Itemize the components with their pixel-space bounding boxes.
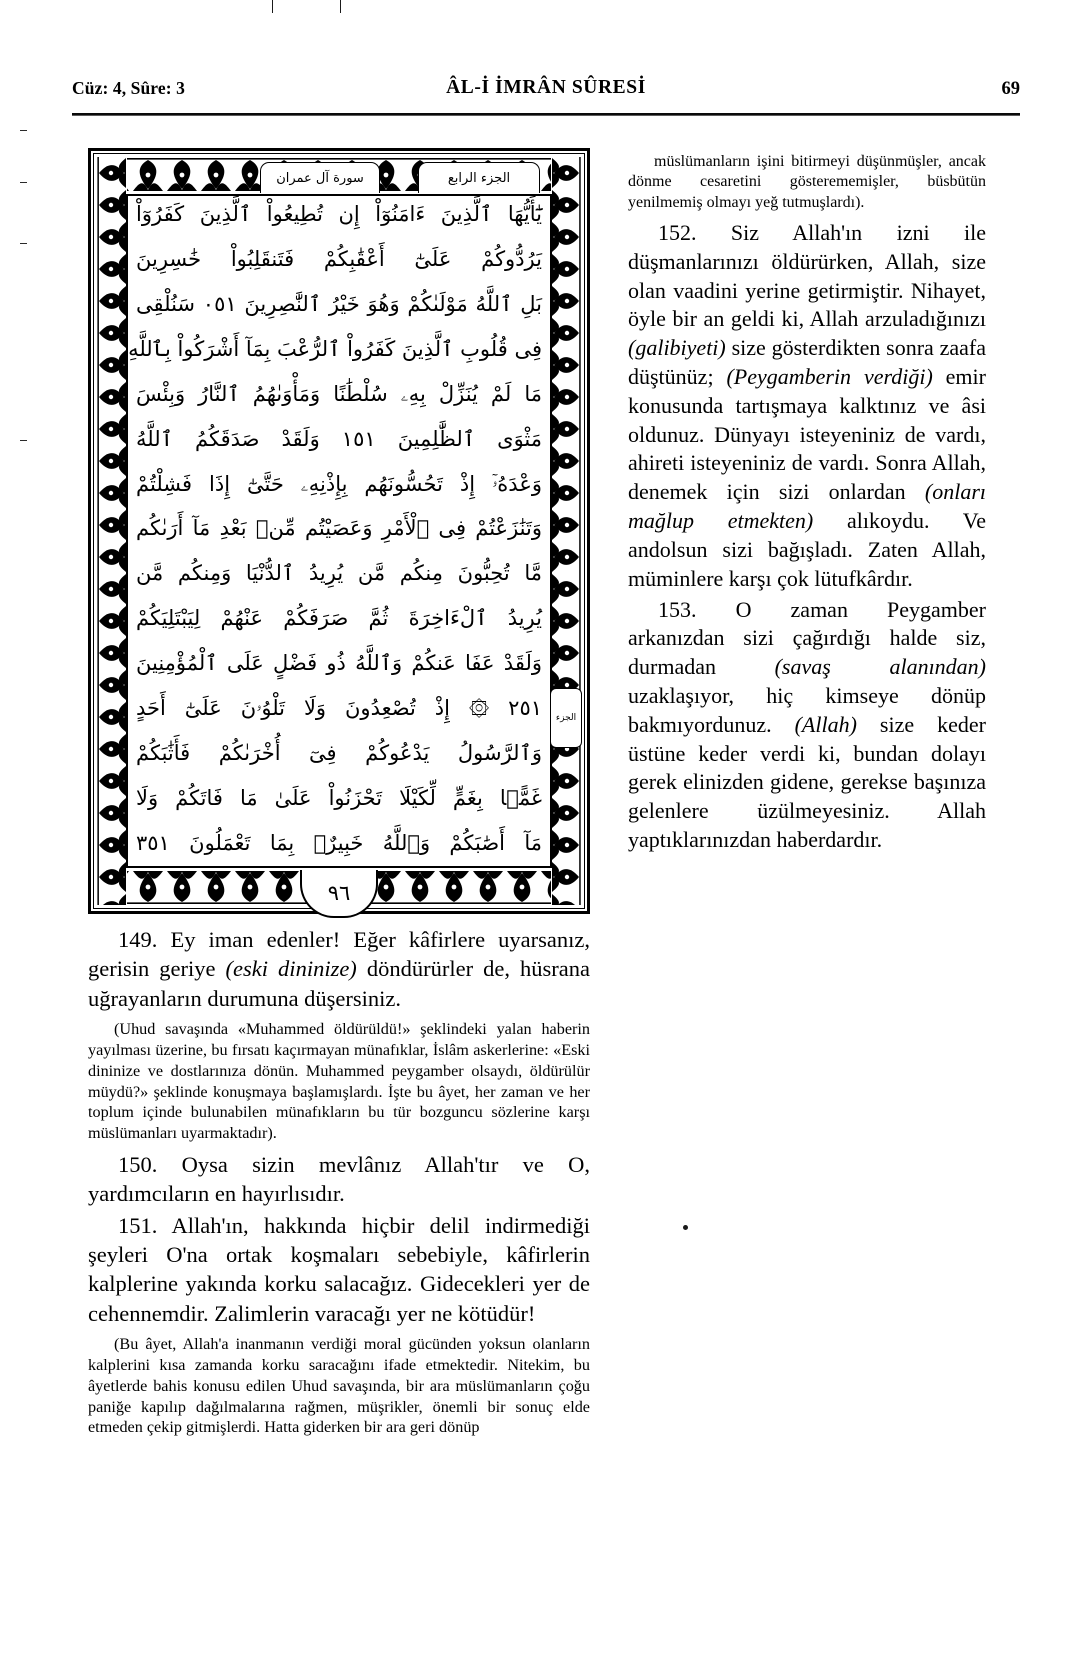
verse-text: size keder üstüne keder verdi ki, bundan dolayı gerek elinizden gidene, gerekse başınıza gelenlere üzülmeyesiniz. Allah yaptıklarınızdan haberdardır. <box>628 711 986 852</box>
running-head <box>72 78 1020 112</box>
verse-paragraph <box>88 925 590 1013</box>
header-rule-shadow <box>72 115 1020 116</box>
margin-dot <box>683 1225 688 1230</box>
page-number: 69 <box>1001 79 1020 99</box>
juz-label: الجزء الرابع <box>418 162 540 193</box>
quran-line: مَثْوَى ٱلظَّٰلِمِينَ ١٥١ وَلَقَدْ صَدَقَكُمُ ٱللَّهُ <box>136 426 542 451</box>
verse-text: Allah'ın, hakkında hiçbir delil indirmediği şeyleri O'na ortak koşmaları sebebiyle, kâfirlerin kalplerine yakında korku salacağız. Gidecekleri yer de cehennemdir. Zalimlerin varacağı yer ne kötüdür! <box>88 1212 590 1326</box>
verse-paragraph <box>88 1150 590 1209</box>
arabic-page-number-medallion: ٦٩ <box>300 870 378 918</box>
quran-line: وَتَنَٰزَعْتُمْ فِى ٱلْأَمْرِ وَعَصَيْتُم مِّنۢ بَعْدِ مَآ أَرَىٰكُم <box>136 516 542 541</box>
right-text-column <box>628 152 986 855</box>
ornamental-border-right <box>551 157 581 905</box>
margin-tick <box>20 243 27 244</box>
crop-mark-right <box>340 0 341 13</box>
verse-text: Ey iman edenler! Eğer kâfirlere uyarsanız, gerisin geriye <box>88 927 590 982</box>
verse-text: emir konusunda tartışmaya kalktınız ve âsi oldunuz. Dünyayı isteyeniniz de vardı, ahireti isteyeniniz de vardı. Sonra Allah, denemek için sizi onlardan <box>628 364 986 505</box>
quran-line: يَٰٓأَيُّهَا ٱلَّذِينَ ءَامَنُوٓاْ إِن تُطِيعُواْ ٱلَّذِينَ كَفَرُوٓاْ <box>136 202 542 226</box>
verse-text: Siz Allah'ın izni ile düşmanlarınızı öldürürken, Allah, size olan vaadini yerine getirmiştir. Nihayet, öyle bir an geldi ki, Allah arzuladığınızı <box>628 219 986 332</box>
quran-line: غَمًّۢا بِغَمٍّ لِّكَيْلَا تَحْزَنُواْ عَلَىٰ مَا فَاتَكُمْ وَلَا <box>136 785 542 810</box>
quran-line: وَٱلرَّسُولُ يَدْعُوكُمْ فِىٓ أُخْرَىٰكُمْ فَأَثَٰبَكُمْ <box>136 741 542 766</box>
quran-line: مَّا تُحِبُّونَ مِنكُم مَّن يُرِيدُ ٱلدُّنْيَا وَمِنكُم مَّن <box>136 561 542 586</box>
commentary-note: (Uhud savaşında «Muhammed öldürüldü!» şeklindeki yalan haberin yayılması üzerine, bu fırsatı kaçırmayan münafıklar, İslâm askerlerine: «Eski dininize ve dostlarınıza dönün. Muhammed peygamber olsaydı, öldürülür müydü?» şeklinde konuşmaya başlamışlardı. İşte bu âyet, her zaman ve her toplum içinde bulunabilen münafıkların bu tür bozguncu sözlerine karşı müslümanları uyarmaktadır). <box>88 1020 590 1143</box>
verse-text: alıkoydu. Ve andolsun sizi bağışladı. Zaten Allah, müminlere karşı çok lütufkârdır. <box>628 508 986 591</box>
verse-paragraph <box>628 219 986 594</box>
quran-line: فِى قُلُوبِ ٱلَّذِينَ كَفَرُواْ ٱلرُّعْبَ بِمَآ أَشْرَكُواْ بِٱللَّهِ <box>128 336 542 361</box>
quran-line: مَا لَمْ يُنَزِّلْ بِهِۦ سُلْطَٰنًا وَمَأْوَىٰهُمُ ٱلنَّارُ وَبِئْسَ <box>136 381 542 406</box>
verse-text: size gösterdikten sonra zaafa düştünüz; <box>628 335 986 389</box>
margin-tick <box>20 440 27 441</box>
margin-tick <box>20 182 27 183</box>
verse-number: 150. <box>118 1151 158 1177</box>
quran-line: وَعْدَهُۥٓ إِذْ تَحُسُّونَهُم بِإِذْنِهِۦ حَتَّىٰٓ إِذَا فَشِلْتُمْ <box>136 471 542 496</box>
verse-gloss: (onları mağlup etmekten) <box>628 479 986 534</box>
ornamental-border-left <box>97 157 127 905</box>
margin-tick <box>20 130 27 131</box>
surah-label: سورة آل عمران <box>260 162 380 193</box>
running-head-title: ÂL-İ İMRÂN SÛRESİ <box>446 77 646 98</box>
quran-lines <box>128 202 542 855</box>
quran-line: ١٥٢ ۞ إِذْ تُصْعِدُونَ وَلَا تَلْوُۥنَ عَلَىٰٓ أَحَدٍ <box>136 696 542 721</box>
quran-line: مَآ أَصَٰبَكُمْ وَٱللَّهُ خَبِيرٌۢ بِمَا تَعْمَلُونَ ١٥٣ <box>136 830 542 855</box>
verse-paragraph <box>88 1211 590 1328</box>
quran-text-panel <box>88 148 590 914</box>
hizb-marker-icon: الجزء <box>550 688 582 748</box>
verse-text: uzaklaşıyor, hiç kimseye dönüp bakmıyordunuz. <box>628 682 986 737</box>
running-head-left: Cüz: 4, Sûre: 3 <box>72 78 185 98</box>
crop-marks <box>0 0 1090 14</box>
verse-gloss: (eski dininize) <box>225 956 357 982</box>
verse-number: 149. <box>118 927 158 952</box>
commentary-note: (Bu âyet, Allah'a inanmanın verdiği moral gücünden yoksun olanların kalplerini kısa zamanda korku saracağını ifade etmektedir. Nitekim, bu âyetlerde bahis konusu edilen Uhud savaşında, bir ara müslümanların çoğu paniğe kapılıp dağılmalarına rağmen, müşrikler, önemli bir sonuç elde etmeden çekip gitmişlerdi. Hatta giderken bir ara geri dönüp <box>88 1335 590 1437</box>
crop-mark-left <box>272 0 273 13</box>
verse-number: 151. <box>118 1212 158 1238</box>
quran-line: يُرِيدُ ٱلْءَاخِرَةَ ثُمَّ صَرَفَكُمْ عَنْهُمْ لِيَبْتَلِيَكُمْ <box>136 606 542 631</box>
verse-text: Oysa sizin mevlânız Allah'tır ve O, yardımcıların en hayırlısıdır. <box>88 1151 590 1207</box>
quran-line: يَرُدُّوكُمْ عَلَىٰٓ أَعْقَٰبِكُمْ فَتَنقَلِبُواْ خَٰسِرِينَ <box>136 246 542 271</box>
left-text-column <box>88 925 590 1444</box>
verse-number: 153. <box>658 596 697 622</box>
verse-paragraph <box>628 596 986 855</box>
verse-text: döndürürler de, hüsrana uğrayanların durumuna düşersiniz. <box>88 956 590 1011</box>
verse-text: O zaman Peygamber arkanızdan sizi çağırdığı halde siz, durmadan <box>628 596 986 680</box>
quran-line: وَلَقَدْ عَفَا عَنكُمْ وَٱللَّهُ ذُو فَضْلٍ عَلَى ٱلْمُؤْمِنِينَ <box>136 651 542 676</box>
quran-line: بَلِ ٱللَّهُ مَوْلَىٰكُمْ وَهُوَ خَيْرُ ٱلنَّٰصِرِينَ ١٥٠ سَنُلْقِى <box>136 291 542 316</box>
commentary-note: müslümanların işini bitirmeyi düşünmüşler, ancak dönme cesaretini gösterememişler, büsbütün yenilmemiş olmayı yeğ tutmuşlardı). <box>628 153 986 211</box>
verse-gloss: (savaş alanından) <box>774 654 987 680</box>
verse-gloss: (Allah) <box>794 711 857 737</box>
verse-number: 152. <box>658 219 697 245</box>
verse-gloss: (galibiyeti) <box>628 335 726 361</box>
verse-gloss: (Peygamberin verdiği) <box>726 364 933 389</box>
